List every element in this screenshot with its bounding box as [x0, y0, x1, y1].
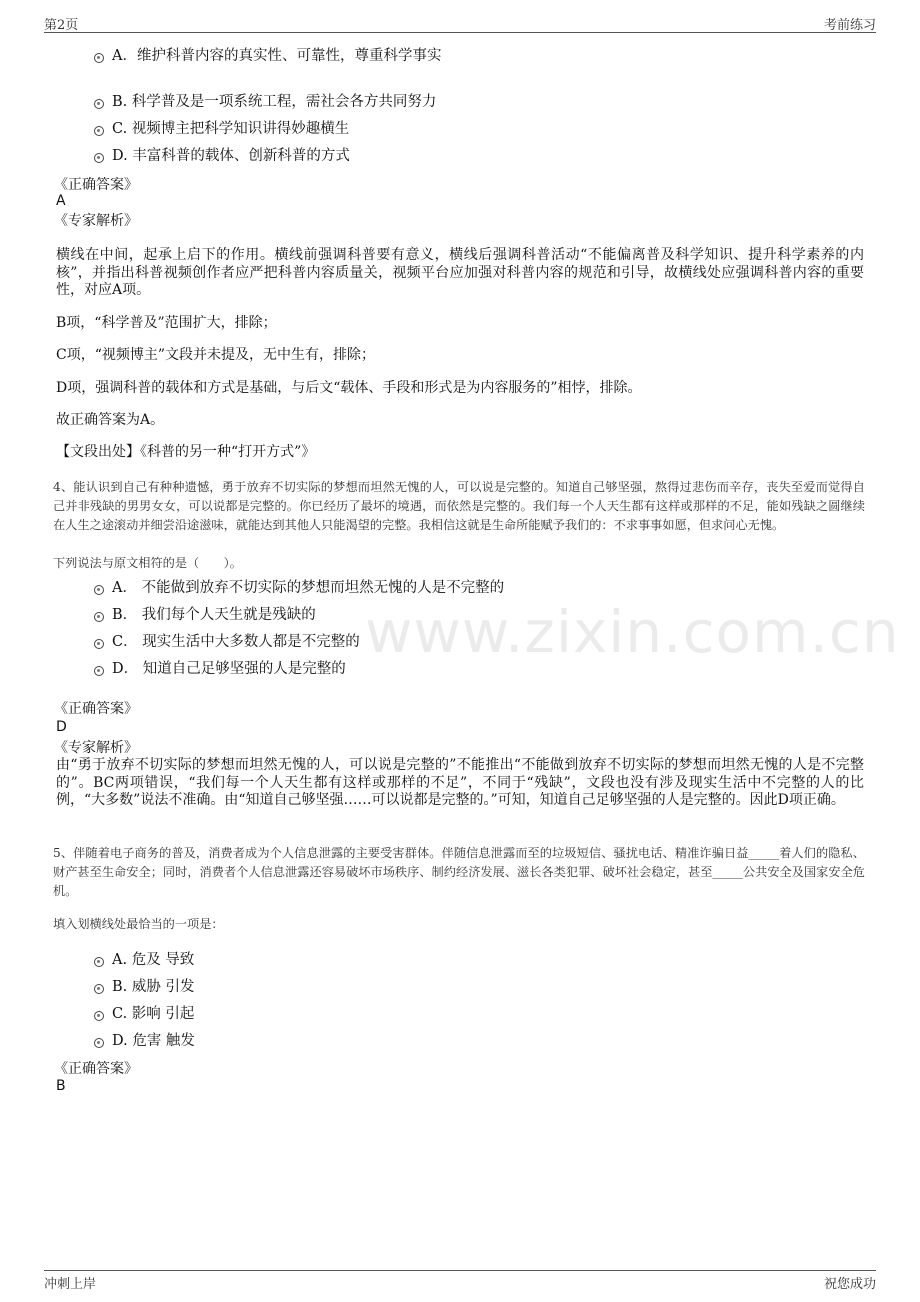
q3-option-b[interactable]: B. 科学普及是一项系统工程，需社会各方共同努力 — [94, 92, 436, 112]
q5-prompt: 填入划横线处最恰当的一项是： — [53, 917, 224, 931]
q3-option-c[interactable]: C. 视频博主把科学知识讲得妙趣横生 — [94, 119, 349, 139]
radio-icon[interactable] — [94, 1011, 104, 1021]
q3-analysis-b: B项，“科学普及”范围扩大，排除； — [56, 315, 277, 331]
radio-icon[interactable] — [94, 53, 104, 63]
radio-icon[interactable] — [94, 957, 104, 967]
q4-option-d[interactable]: D． 知道自己足够坚强的人是完整的 — [94, 659, 346, 679]
radio-icon[interactable] — [94, 126, 104, 136]
q5-option-c[interactable]: C. 影响 引起 — [94, 1004, 194, 1024]
q5-option-d[interactable]: D. 危害 触发 — [94, 1031, 195, 1051]
q4-stem: 4、能认识到自己有种种遗憾，勇于放弃不切实际的梦想而坦然无愧的人，可以说是完整的。知道自己够坚强，熬得过悲伤而辛存，丧失至爱而觉得自己并非残缺的男男女女，可以说都是完整的。你已经历了最坏的境遇，而依然是完整的。我们每一个人天生都有这样或那样的不足，能如残缺之圆继续在人生之途滚动并细尝沿途滋味，就能达到其他人只能渴望的完整。我相信这就是生命所能赋予我们的：不求事事如愿，但求问心无愧。 — [53, 480, 865, 532]
radio-icon[interactable] — [94, 639, 104, 649]
radio-icon[interactable] — [94, 585, 104, 595]
radio-icon[interactable] — [94, 1038, 104, 1048]
watermark: www.zixin.com.cn — [365, 598, 900, 666]
page-category: 考前练习 — [823, 18, 876, 33]
page-number: 第2页 — [44, 18, 79, 33]
q5-option-b[interactable]: B. 威胁 引发 — [94, 977, 194, 997]
q4-answer: D — [56, 719, 67, 735]
q5-answer: B — [56, 1078, 66, 1094]
q3-source: 【文段出处】《科普的另一种“打开方式”》 — [56, 444, 316, 460]
radio-icon[interactable] — [94, 984, 104, 994]
q3-answer: A — [56, 193, 66, 209]
footer-left: 冲刺上岸 — [44, 1277, 97, 1292]
radio-icon[interactable] — [94, 612, 104, 622]
q3-analysis-main: 横线在中间，起承上启下的作用。横线前强调科普要有意义，横线后强调科普活动“不能偏离普及科学知识、提升科学素养的内核”，并指出科普视频创作者应严把科普内容质量关，视频平台应加强对科普内容的规范和引导，故横线处应强调科普内容的重要性，对应A项。 — [56, 247, 864, 298]
q3-option-a[interactable]: A．维护科普内容的真实性、可靠性，尊重科学事实 — [94, 46, 441, 66]
q3-answer-label: 《正确答案》 — [54, 177, 138, 193]
q4-option-a[interactable]: A． 不能做到放弃不切实际的梦想而坦然无愧的人是不完整的 — [94, 578, 504, 598]
q5-stem: 5、伴随着电子商务的普及，消费者成为个人信息泄露的主要受害群体。伴随信息泄露而至的垃圾短信、骚扰电话、精准诈骗日益_____着人们的隐私、财产甚至生命安全；同时，消费者个人信息泄露还容易破坏市场秩序、制约经济发展、滋长各类犯罪、破坏社会稳定，甚至_____公共安全及国家安全危机。 — [53, 846, 865, 898]
page-footer — [44, 1270, 876, 1293]
q5-answer-label: 《正确答案》 — [54, 1061, 138, 1077]
radio-icon[interactable] — [94, 666, 104, 676]
q3-analysis-c: C项，“视频博主”文段并未提及，无中生有，排除； — [56, 347, 376, 363]
q4-answer-label: 《正确答案》 — [54, 701, 138, 717]
q3-analysis-d: D项，强调科普的载体和方式是基础，与后文“载体、手段和形式是为内容服务的”相悖，排除。 — [56, 380, 642, 396]
page-header — [44, 14, 876, 33]
q3-analysis-label: 《专家解析》 — [54, 213, 138, 229]
q4-option-c[interactable]: C． 现实生活中大多数人都是不完整的 — [94, 632, 360, 652]
q4-option-b[interactable]: B． 我们每个人天生就是残缺的 — [94, 605, 316, 625]
radio-icon[interactable] — [94, 99, 104, 109]
q3-conclusion: 故正确答案为A。 — [56, 412, 165, 428]
footer-right: 祝您成功 — [823, 1277, 876, 1292]
q4-prompt: 下列说法与原文相符的是（ ）。 — [53, 556, 242, 570]
q4-analysis: 由“勇于放弃不切实际的梦想而坦然无愧的人，可以说是完整的”不能推出“不能做到放弃不切实际的梦想而坦然无愧的人是不完整的”。BC两项错误，“我们每一个人天生都有这样或那样的不足”，不同于“残缺”，文段也没有涉及现实生活中不完整的人的比例，“大多数”说法不准确。由“知道自己够坚强……可以说都是完整的。”可知，知道自己足够坚强的人是完整的。因此D项正确。 — [56, 757, 864, 808]
q5-option-a[interactable]: A. 危及 导致 — [94, 950, 194, 970]
q4-analysis-label: 《专家解析》 — [54, 740, 138, 756]
radio-icon[interactable] — [94, 153, 104, 163]
q3-option-d[interactable]: D. 丰富科普的载体、创新科普的方式 — [94, 146, 350, 166]
